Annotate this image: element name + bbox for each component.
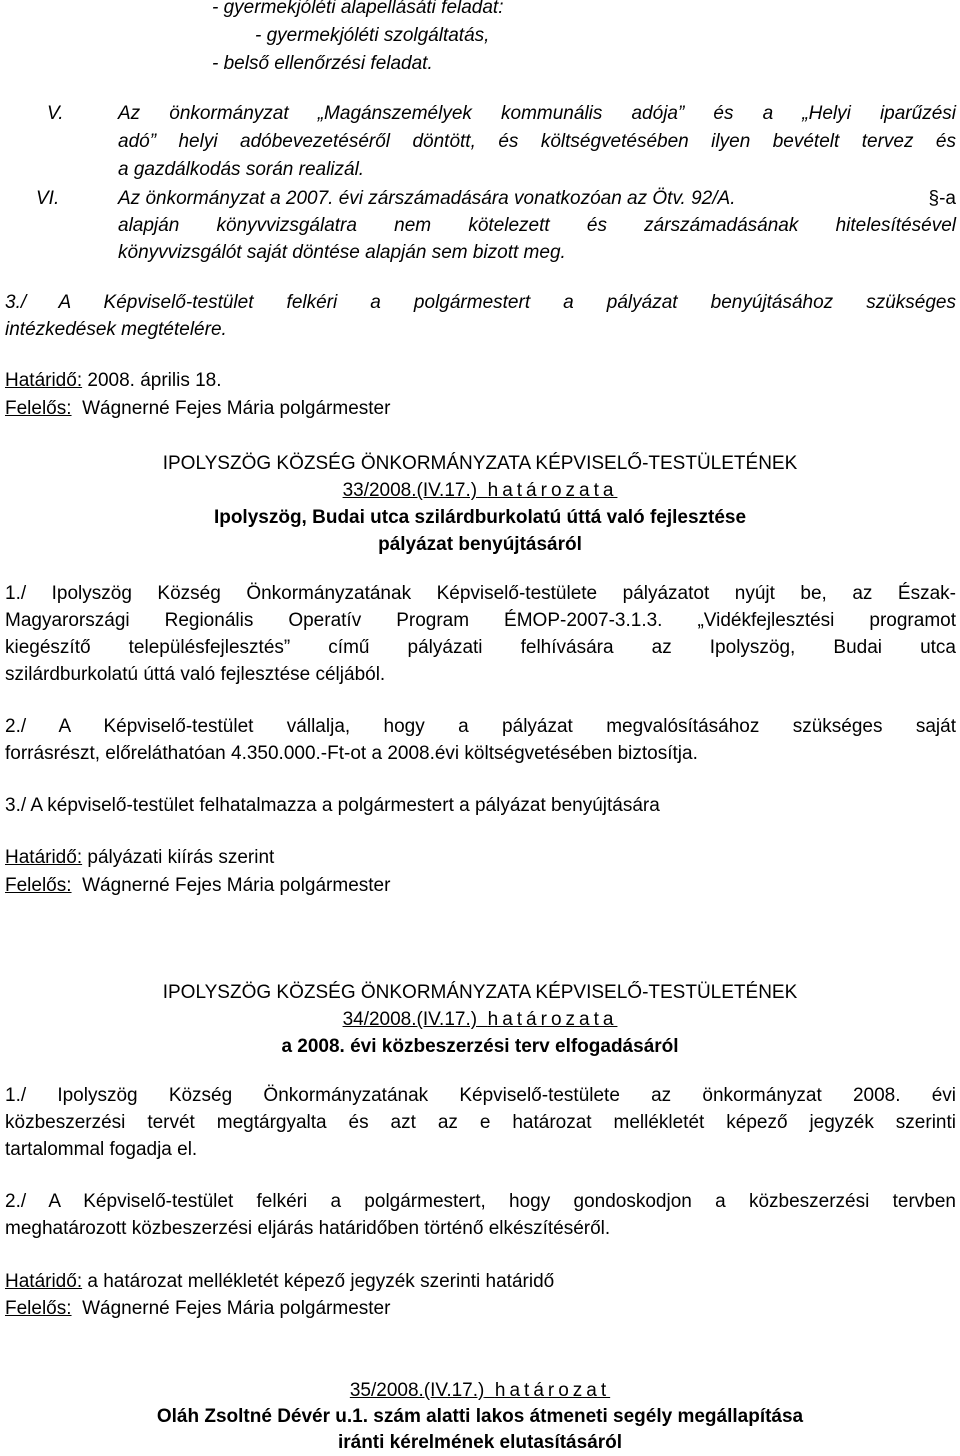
res33-p2-line: 2./ A Képviselő-testület vállalja, hogy a pályázat megvalósításához szükséges saját bbox=[5, 716, 956, 737]
resolution-heading-body: IPOLYSZÖG KÖZSÉG ÖNKORMÁNYZATA KÉPVISELŐ-TESTÜLETÉNEK bbox=[162, 982, 798, 1003]
res34-p1-line: 1./ Ipolyszög Község Önkormányzatának Képviselő-testülete az önkormányzat 2008. évi bbox=[5, 1085, 956, 1106]
resolution-number-row bbox=[0, 478, 960, 504]
res34-p1-line: tartalommal fogadja el. bbox=[5, 1139, 198, 1160]
responsible-row bbox=[5, 396, 390, 422]
point-3-line: 3./ A Képviselő-testület felkéri a polgármestert a pályázat benyújtásához szükséges bbox=[5, 292, 956, 313]
deadline-value: 2008. április 18. bbox=[82, 370, 222, 391]
deadline-label: Határidő: bbox=[5, 1271, 83, 1292]
resolution-label: határozata bbox=[487, 1009, 618, 1030]
res33-p1-line: kiegészítő településfejlesztés” című pályázati felhívására az Ipolyszög, Budai utca bbox=[5, 637, 956, 658]
responsible-row bbox=[5, 873, 390, 899]
responsible-label: Felelős: bbox=[5, 875, 72, 896]
deadline-value: a határozat mellékletét képező jegyzék szerinti határidő bbox=[82, 1271, 555, 1292]
resolution-title: Oláh Zsoltné Dévér u.1. szám alatti lakos átmeneti segély megállapítása bbox=[156, 1406, 804, 1427]
res33-p2-line: forrásrészt, előreláthatóan 4.350.000.-Ft-ot a 2008.évi költségvetésében biztosítja. bbox=[5, 743, 698, 764]
responsible-value: Wágnerné Fejes Mária polgármester bbox=[71, 1298, 391, 1319]
resolution-label: határozat bbox=[494, 1380, 611, 1401]
section-v-line: a gazdálkodás során realizál. bbox=[118, 159, 365, 180]
responsible-value: Wágnerné Fejes Mária polgármester bbox=[71, 398, 391, 419]
resolution-label: határozata bbox=[487, 480, 618, 501]
deadline-value: pályázati kiírás szerint bbox=[82, 847, 275, 868]
resolution-title: pályázat benyújtásáról bbox=[378, 534, 582, 555]
section-v-number: V. bbox=[47, 103, 64, 124]
resolution-heading-body: IPOLYSZÖG KÖZSÉG ÖNKORMÁNYZATA KÉPVISELŐ-TESTÜLETÉNEK bbox=[162, 453, 798, 474]
responsible-label: Felelős: bbox=[5, 1298, 72, 1319]
section-vi-number: VI. bbox=[36, 188, 60, 209]
deadline-row bbox=[5, 1269, 554, 1295]
res34-p2-line: 2./ A Képviselő-testület felkéri a polgármestert, hogy gondoskodjon a közbeszerzési tervben bbox=[5, 1191, 956, 1212]
list-item-child-welfare-service: - gyermekjóléti szolgáltatás, bbox=[255, 25, 490, 46]
resolution-number-row bbox=[0, 1378, 960, 1404]
list-item-child-welfare: - gyermekjóléti alapellásáti feladat: bbox=[212, 0, 504, 18]
responsible-row bbox=[5, 1296, 390, 1322]
responsible-value: Wágnerné Fejes Mária polgármester bbox=[71, 875, 391, 896]
section-vi-first-line bbox=[118, 186, 956, 212]
res34-p2-line: meghatározott közbeszerzési eljárás határidőben történő elkészítéséről. bbox=[5, 1218, 611, 1239]
section-vi-line: alapján könyvvizsgálatra nem kötelezett és zárszámadásának hitelesítésével bbox=[118, 215, 956, 236]
resolution-title: iránti kérelmének elutasításáról bbox=[337, 1432, 623, 1453]
res33-p1-line: Magyarországi Regionális Operatív Program ÉMOP-2007-3.1.3. „Vidékfejlesztési programot bbox=[5, 610, 956, 631]
deadline-label: Határidő: bbox=[5, 847, 83, 868]
point-3-line: intézkedések megtételére. bbox=[5, 319, 227, 340]
section-vi-line: könyvvizsgálót saját döntése alapján sem bizott meg. bbox=[118, 242, 566, 263]
res33-p3-line: 3./ A képviselő-testület felhatalmazza a polgármestert a pályázat benyújtására bbox=[5, 795, 660, 816]
section-v-line: adó” helyi adóbevezetéséről döntött, és költségvetésében ilyen bevételt tervez és bbox=[118, 131, 956, 152]
deadline-label: Határidő: bbox=[5, 370, 83, 391]
resolution-title: Ipolyszög, Budai utca szilárdburkolatú úttá való fejlesztése bbox=[213, 507, 747, 528]
res34-p1-line: közbeszerzési tervét megtárgyalta és azt az e határozat mellékletét képező jegyzék szerinti bbox=[5, 1112, 956, 1133]
deadline-row bbox=[5, 368, 222, 394]
resolution-number: 34/2008.(IV.17.) bbox=[342, 1009, 478, 1030]
resolution-number-row bbox=[0, 1007, 960, 1033]
res33-p1-line: 1./ Ipolyszög Község Önkormányzatának Képviselő-testülete pályázatot nyújt be, az Észak- bbox=[5, 583, 956, 604]
resolution-title: a 2008. évi közbeszerzési terv elfogadásáról bbox=[281, 1036, 679, 1057]
section-vi-line-text: Az önkormányzat a 2007. évi zárszámadására vonatkozóan az Ötv. 92/A. bbox=[118, 188, 736, 209]
res33-p1-line: szilárdburkolatú úttá való fejlesztése céljából. bbox=[5, 664, 386, 685]
section-v-line: Az önkormányzat „Magánszemélyek kommunális adója” és a „Helyi iparűzési bbox=[118, 103, 956, 124]
resolution-number: 35/2008.(IV.17.) bbox=[349, 1380, 485, 1401]
resolution-number: 33/2008.(IV.17.) bbox=[342, 480, 478, 501]
list-item-internal-audit: - belső ellenőrzési feladat. bbox=[212, 53, 433, 74]
section-vi-paragraph-ref: §-a bbox=[928, 188, 956, 209]
deadline-row bbox=[5, 845, 274, 871]
responsible-label: Felelős: bbox=[5, 398, 72, 419]
